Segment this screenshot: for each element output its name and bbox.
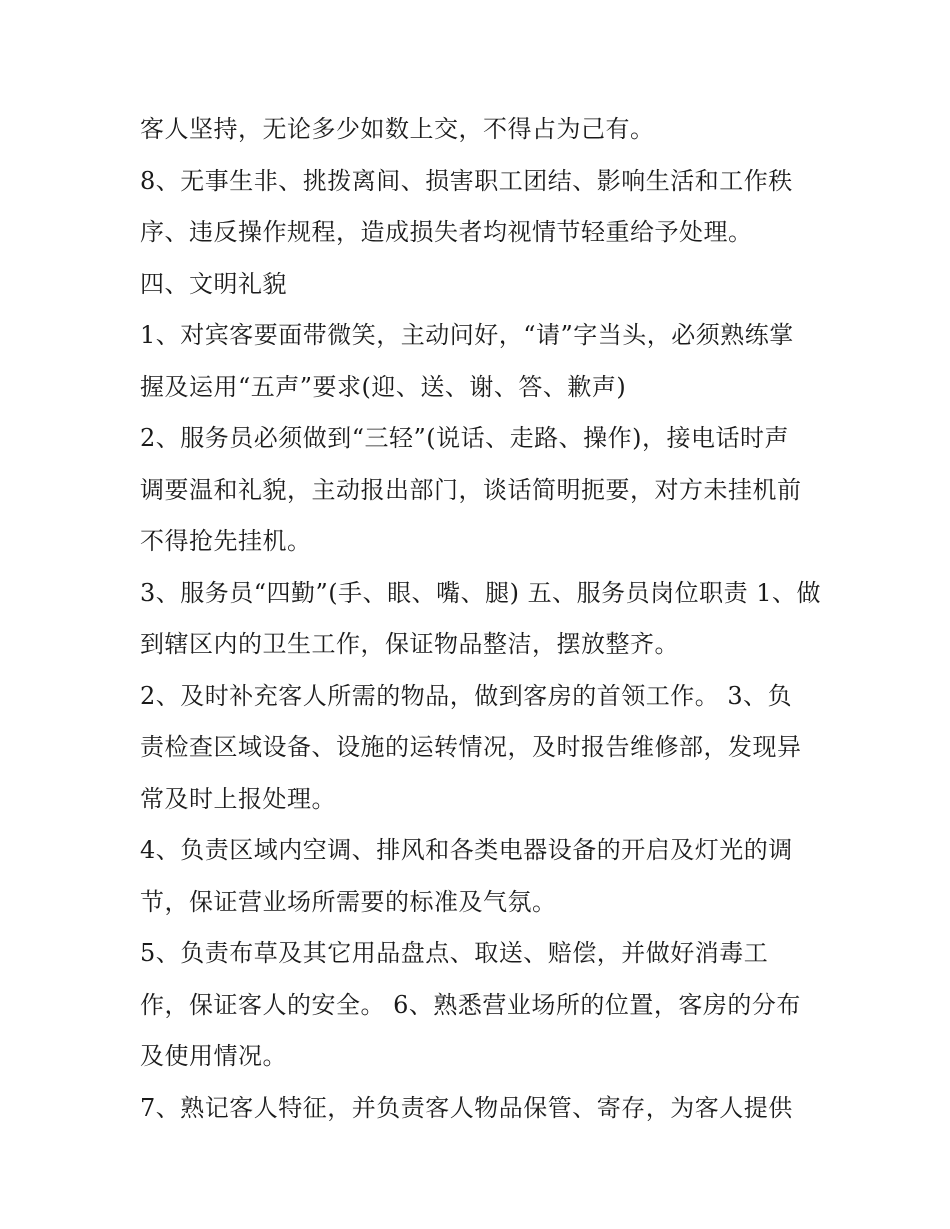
text-line: 2、服务员必须做到“三轻”(说话、走路、操作)，接电话时声 <box>140 424 790 452</box>
text-line: 作，保证客人的安全。 6、熟悉营业场所的位置，客房的分布 <box>140 990 801 1019</box>
text-line: 握及运用“五声”要求(迎、送、谢、答、歉声) <box>140 372 627 401</box>
text-line: 3、服务员“四勤”(手、眼、嘴、腿) 五、服务员岗位职责 1、做 <box>140 578 822 607</box>
text-line: 到辖区内的卫生工作，保证物品整洁，摆放整齐。 <box>140 630 679 658</box>
text-line: 8、无事生非、挑拨离间、损害职工团结、影响生活和工作秩 <box>140 166 793 195</box>
text-line: 及使用情况。 <box>140 1042 287 1070</box>
text-line: 常及时上报处理。 <box>140 784 336 813</box>
text-line: 7、熟记客人特征，并负责客人物品保管、寄存，为客人提供 <box>140 1093 793 1122</box>
document-body <box>140 104 820 1134</box>
text-line: 责检查区域设备、设施的运转情况，及时报告维修部，发现异 <box>140 733 802 761</box>
text-line: 客人坚持，无论多少如数上交，不得占为己有。 <box>140 115 655 143</box>
text-line: 序、违反操作规程，造成损失者均视情节轻重给予处理。 <box>140 218 753 246</box>
section-heading: 四、文明礼貌 <box>140 269 287 298</box>
text-line: 4、负责区域内空调、排风和各类电器设备的开启及灯光的调 <box>140 836 793 864</box>
text-line: 1、对宾客要面带微笑，主动问好，“请”字当头，必须熟练掌 <box>140 321 794 349</box>
text-line: 5、负责布草及其它用品盘点、取送、赔偿，并做好消毒工 <box>140 939 769 967</box>
text-line: 调要温和礼貌，主动报出部门，谈话简明扼要，对方未挂机前 <box>140 475 802 504</box>
text-line: 节，保证营业场所需要的标准及气氛。 <box>140 887 557 916</box>
text-line: 不得抢先挂机。 <box>140 527 312 555</box>
text-line: 2、及时补充客人所需的物品，做到客房的首领工作。 3、负 <box>140 681 793 710</box>
